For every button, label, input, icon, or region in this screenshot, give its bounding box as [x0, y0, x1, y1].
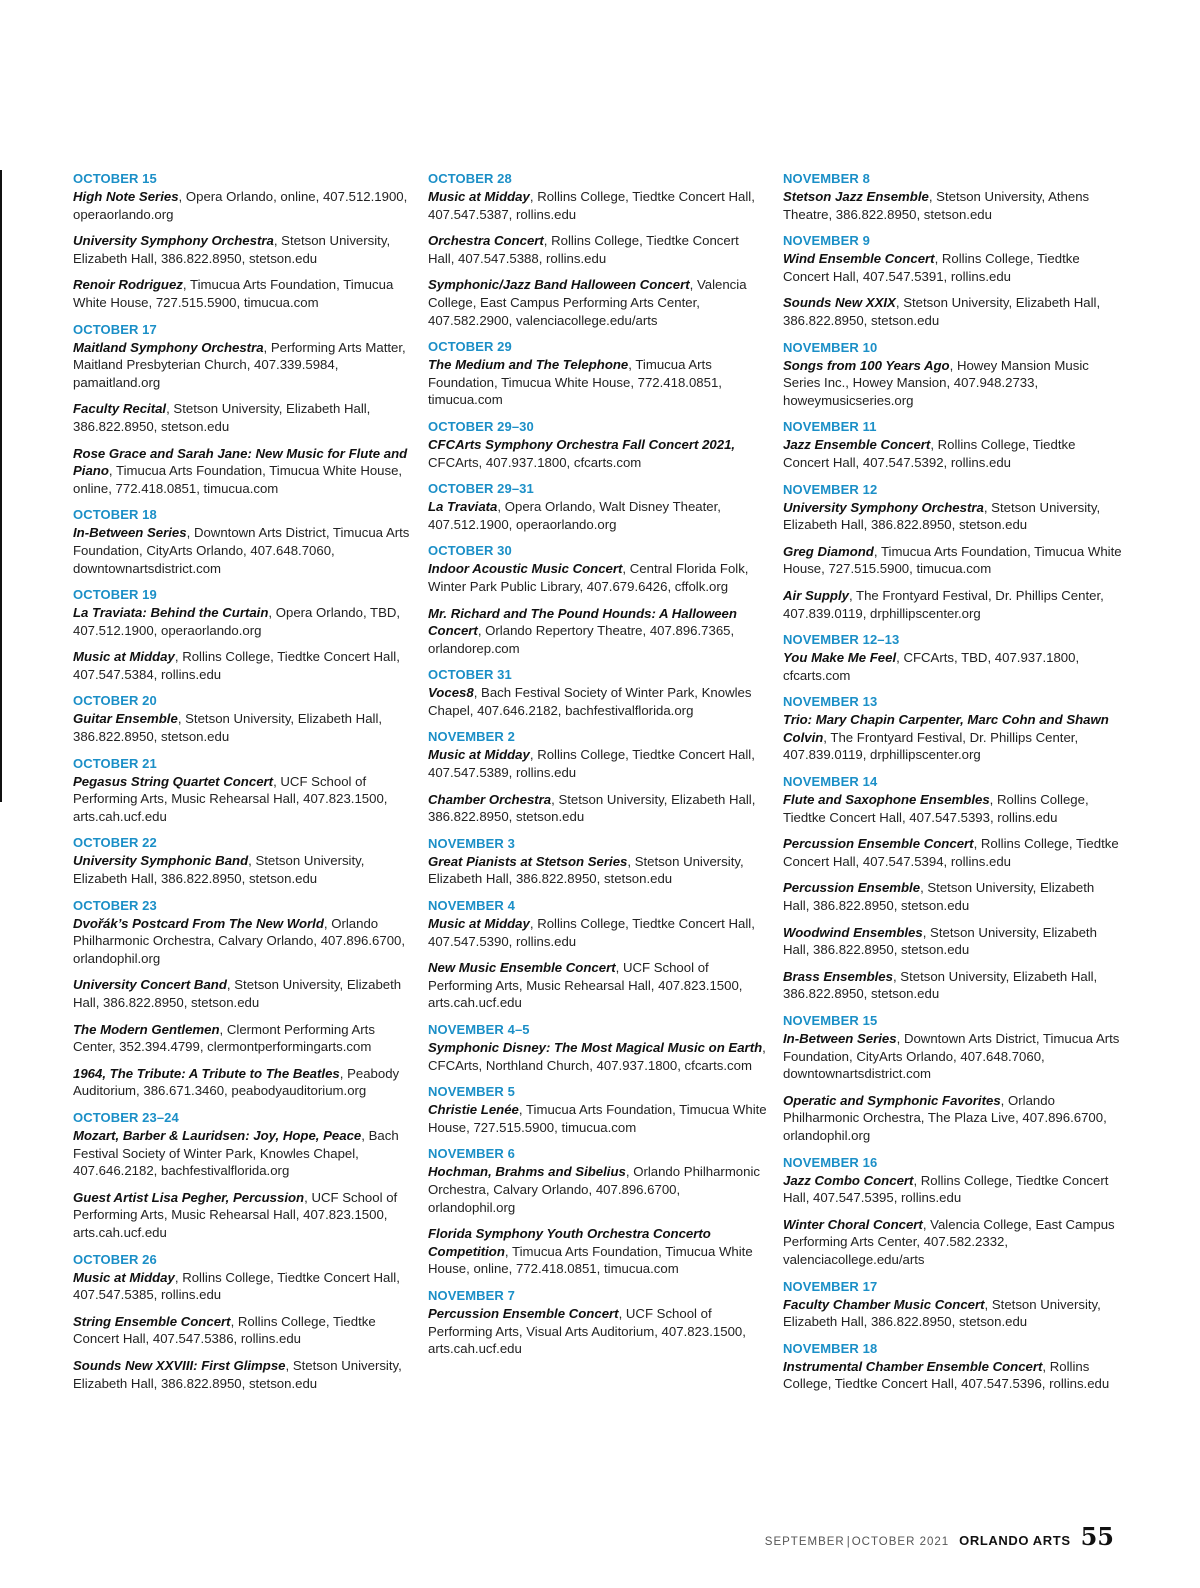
event-title: Sounds New XXIX [783, 295, 896, 311]
event-listing: Percussion Ensemble Concert, UCF School of Performing Arts, Visual Arts Auditorium, 407.823.1500, arts.cah.ucf.edu [428, 1305, 746, 1357]
event-listing: Renoir Rodriguez, Timucua Arts Foundation, Timucua White House, 727.515.5900, timucua.com [73, 277, 394, 310]
event-listing: Music at Midday, Rollins College, Tiedtke Concert Hall, 407.547.5387, rollins.edu [428, 189, 755, 222]
date-heading: OCTOBER 31 [428, 667, 512, 683]
event-listing [428, 436, 768, 471]
event-listing: Faculty Recital, Stetson University, Elizabeth Hall, 386.822.8950, stetson.edu [73, 401, 371, 434]
date-heading: NOVEMBER 7 [428, 1287, 515, 1303]
event-details: Bach Festival Society of Winter Park, Knowles Chapel, 407.646.2182, bachfestivalflorida.org [428, 685, 752, 718]
event-listing: Guitar Ensemble, Stetson University, Elizabeth Hall, 386.822.8950, stetson.edu [73, 711, 383, 745]
event-title: New Music Ensemble Concert [428, 960, 616, 976]
date-group [73, 1251, 428, 1393]
date-heading: OCTOBER 22 [73, 835, 157, 851]
event-details: Stetson University, Elizabeth Hall, 386.822.8950, stetson.edu [73, 401, 371, 434]
event-listing: Dvořák’s Postcard From The New World, Orlando Philharmonic Orchestra, Calvary Orlando, 407.896.6700, orlandophil.org [73, 915, 406, 966]
date-group [428, 170, 783, 329]
event-details: Rollins College, Tiedtke Concert Hall, 407.547.5384, rollins.edu [73, 649, 400, 682]
event-title: Sounds New XXVIII: First Glimpse [73, 1357, 286, 1373]
event-listing: University Symphony Orchestra, Stetson University, Elizabeth Hall, 386.822.8950, stetson.edu [73, 233, 391, 266]
event-details: Rollins College, Tiedtke Concert Hall, 407.547.5395, rollins.edu [783, 1172, 1109, 1206]
event-title: Hochman, Brahms and Sibelius [428, 1164, 626, 1180]
event-details: Valencia College, East Campus Performing Arts Center, 407.582.2900, valenciacollege.edu/arts [428, 277, 747, 328]
event-title: Faculty Chamber Music Concert [783, 1296, 985, 1312]
event-title: Symphonic Disney: The Most Magical Music on Earth [428, 1040, 763, 1055]
date-heading: NOVEMBER 14 [783, 774, 878, 790]
date-heading: OCTOBER 29–30 [428, 418, 534, 434]
event-details: Stetson University, Elizabeth Hall, 386.822.8950, stetson.edu [783, 880, 1095, 914]
event-listing: Faculty Chamber Music Concert, Stetson University, Elizabeth Hall, 386.822.8950, stetson.edu [783, 1296, 1101, 1330]
date-group [783, 631, 1138, 684]
event-listing: Flute and Saxophone Ensembles, Rollins College, Tiedtke Concert Hall, 407.547.5393, rollins.edu [783, 792, 1089, 825]
event-title: Guest Artist Lisa Pegher, Percussion [73, 1189, 305, 1205]
event-listing: University Symphonic Band, Stetson University, Elizabeth Hall, 386.822.8950, stetson.edu [73, 853, 365, 887]
event-listing: Voces8, Bach Festival Society of Winter Park, Knowles Chapel, 407.646.2182, bachfestivalflorida.org [428, 685, 752, 718]
event-listing: High Note Series, Opera Orlando, online, 407.512.1900, operaorlando.org [73, 189, 408, 222]
event-listing: Percussion Ensemble, Stetson University, Elizabeth Hall, 386.822.8950, stetson.edu [783, 880, 1095, 914]
event-listing: Mozart, Barber & Lauridsen: Joy, Hope, Peace, Bach Festival Society of Winter Park, Knowles Chapel, 407.646.2182, bachfestivalflorida.org [73, 1127, 399, 1179]
page-number: 55 [1080, 1522, 1114, 1551]
event-details: Stetson University, Elizabeth Hall, 386.822.8950, stetson.edu [73, 711, 383, 745]
event-details: Downtown Arts District, Timucua Arts Foundation, CityArts Orlando, 407.648.7060, downtownartsdistrict.com [783, 1031, 1120, 1082]
event-listing: Operatic and Symphonic Favorites, Orlando Philharmonic Orchestra, The Plaza Live, 407.896.6700, orlandophil.org [783, 1092, 1107, 1143]
event-title: University Symphony Orchestra [783, 499, 984, 515]
event-listing: Florida Symphony Youth Orchestra Concerto Competition, Timucua Arts Foundation, Timucua White House, online, 772.418.0851, timucua.com [428, 1226, 753, 1277]
event-title: Trio: Mary Chapin Carpenter, Marc Cohn and Shawn Colvin [783, 712, 1109, 745]
event-title: In-Between Series [783, 1031, 897, 1046]
event-title: Winter Choral Concert [783, 1216, 923, 1232]
date-group [783, 1340, 1138, 1393]
date-group [73, 1109, 428, 1242]
event-title: 1964, The Tribute: A Tribute to The Beatles [73, 1065, 340, 1081]
listing-column-2 [428, 170, 783, 1402]
event-details: Rollins College, Tiedtke Concert Hall, 407.547.5389, rollins.edu [428, 747, 755, 781]
event-details: Stetson University, Elizabeth Hall, 386.822.8950, stetson.edu [783, 499, 1101, 533]
date-group [783, 418, 1138, 471]
event-title: Orchestra Concert [428, 233, 544, 249]
event-details: Orlando Philharmonic Orchestra, Calvary Orlando, 407.896.6700, orlandophil.org [73, 915, 406, 966]
event-title: Music at Midday [428, 189, 530, 204]
date-heading: NOVEMBER 5 [428, 1084, 515, 1100]
event-details: Timucua Arts Foundation, Timucua White House, online, 772.418.0851, timucua.com [73, 463, 403, 496]
event-details: UCF School of Performing Arts, Music Rehearsal Hall, 407.823.1500, arts.cah.ucf.edu [73, 773, 388, 824]
date-group [783, 693, 1138, 764]
event-details: Rollins College, Tiedtke Concert Hall, 407.547.5393, rollins.edu [783, 792, 1089, 825]
date-group [783, 170, 1138, 223]
issue-separator: | [846, 1536, 850, 1548]
date-heading: NOVEMBER 18 [783, 1340, 878, 1356]
event-listing: Great Pianists at Stetson Series, Stetson University, Elizabeth Hall, 386.822.8950, stetson.edu [428, 853, 744, 887]
event-details: Rollins College, Tiedtke Concert Hall, 407.547.5386, rollins.edu [73, 1313, 376, 1347]
event-listing: La Traviata, Opera Orlando, Walt Disney Theater, 407.512.1900, operaorlando.org [428, 499, 721, 532]
event-title: Instrumental Chamber Ensemble Concert [783, 1358, 1043, 1374]
event-title: Air Supply [783, 587, 849, 603]
date-heading: NOVEMBER 12 [783, 481, 878, 497]
event-listing: Music at Midday, Rollins College, Tiedtke Concert Hall, 407.547.5384, rollins.edu [73, 649, 400, 682]
event-details: UCF School of Performing Arts, Music Rehearsal Hall, 407.823.1500, arts.cah.ucf.edu [73, 1189, 398, 1240]
event-listing: Music at Midday, Rollins College, Tiedtke Concert Hall, 407.547.5389, rollins.edu [428, 747, 755, 781]
event-details: Opera Orlando, online, 407.512.1900, operaorlando.org [73, 189, 408, 222]
event-listing: Pegasus String Quartet Concert, UCF School of Performing Arts, Music Rehearsal Hall, 407.823.1500, arts.cah.ucf.edu [73, 773, 388, 824]
event-title: Stetson Jazz Ensemble [783, 189, 929, 204]
event-title: Faculty Recital [73, 401, 167, 417]
event-listing: 1964, The Tribute: A Tribute to The Beatles, Peabody Auditorium, 386.671.3460, peabodyauditorium.org [73, 1065, 400, 1099]
event-title: Music at Midday [73, 1269, 175, 1285]
event-listing: Instrumental Chamber Ensemble Concert, Rollins College, Tiedtke Concert Hall, 407.547.5396, rollins.edu [783, 1358, 1110, 1392]
event-details: Valencia College, East Campus Performing Arts Center, 407.582.2332, valenciacollege.edu/arts [783, 1216, 1115, 1267]
event-title: Jazz Combo Concert [783, 1172, 914, 1188]
date-heading: OCTOBER 15 [73, 171, 157, 186]
event-title: String Ensemble Concert [73, 1313, 231, 1329]
event-listing: Trio: Mary Chapin Carpenter, Marc Cohn and Shawn Colvin, The Frontyard Festival, Dr. Phillips Center, 407.839.0119, drphillipscenter.org [783, 712, 1109, 763]
date-group [73, 755, 428, 826]
event-title: Songs from 100 Years Ago [783, 357, 950, 373]
event-title: Percussion Ensemble [783, 880, 921, 896]
date-group [783, 339, 1138, 410]
calendar-listings [73, 170, 1133, 1402]
event-title: Christie Lenée [428, 1102, 519, 1118]
event-listing: Sounds New XXVIII: First Glimpse, Stetson University, Elizabeth Hall, 386.822.8950, stetson.edu [73, 1357, 402, 1391]
event-details: Central Florida Folk, Winter Park Public Library, 407.679.6426, cffolk.org [428, 561, 749, 594]
event-details: Stetson University, Elizabeth Hall, 386.822.8950, stetson.edu [73, 1357, 402, 1391]
date-group [428, 542, 783, 657]
event-title: Florida Symphony Youth Orchestra Concerto Competition [428, 1226, 711, 1259]
date-group [73, 692, 428, 745]
date-group [428, 1021, 783, 1074]
event-listing: Indoor Acoustic Music Concert, Central Florida Folk, Winter Park Public Library, 407.679.6426, cffolk.org [428, 561, 749, 594]
date-group [428, 480, 783, 533]
event-title: CFCArts Symphony Orchestra Fall Concert 2021, [428, 436, 736, 452]
event-details: Bach Festival Society of Winter Park, Knowles Chapel, 407.646.2182, bachfestivalflorida.org [73, 1127, 399, 1179]
event-details: CFCArts, 407.937.1800, cfcarts.com [428, 454, 642, 470]
event-details: CFCArts, Northland Church, 407.937.1800, cfcarts.com [428, 1057, 752, 1073]
event-listing: Guest Artist Lisa Pegher, Percussion, UCF School of Performing Arts, Music Rehearsal Hall, 407.823.1500, arts.cah.ucf.edu [73, 1189, 398, 1240]
date-heading: OCTOBER 29 [428, 339, 512, 355]
event-listing: Christie Lenée, Timucua Arts Foundation, Timucua White House, 727.515.5900, timucua.com [428, 1102, 767, 1135]
event-details: Stetson University, Elizabeth Hall, 386.822.8950, stetson.edu [73, 233, 391, 266]
event-title: La Traviata: Behind the Curtain [73, 605, 269, 621]
event-listing: Jazz Ensemble Concert, Rollins College, Tiedtke Concert Hall, 407.547.5392, rollins.edu [783, 437, 1076, 470]
event-title: In-Between Series [73, 525, 187, 541]
date-heading: NOVEMBER 2 [428, 729, 515, 745]
event-title: Dvořák’s Postcard From The New World [73, 915, 324, 931]
date-group [73, 321, 428, 498]
event-listing: Rose Grace and Sarah Jane: New Music for Flute and Piano, Timucua Arts Foundation, Timucua White House, online, 772.418.0851, timucua.com [73, 445, 408, 496]
event-details: The Frontyard Festival, Dr. Phillips Center, 407.839.0119, drphillipscenter.org [783, 587, 1104, 621]
event-details: Stetson University, Elizabeth Hall, 386.822.8950, stetson.edu [783, 295, 1101, 328]
date-heading: NOVEMBER 8 [783, 171, 870, 186]
event-title: Symphonic/Jazz Band Halloween Concert [428, 277, 690, 293]
event-title: Pegasus String Quartet Concert [73, 773, 274, 789]
event-details: Stetson University, Elizabeth Hall, 386.822.8950, stetson.edu [783, 924, 1097, 958]
date-heading: OCTOBER 26 [73, 1251, 157, 1267]
date-group [783, 1154, 1138, 1269]
event-title: University Symphony Orchestra [73, 233, 274, 249]
date-group [783, 1012, 1138, 1145]
event-listing: The Modern Gentlemen, Clermont Performing Arts Center, 352.394.4799, clermontperformingarts.com [73, 1021, 375, 1055]
date-group [428, 418, 783, 471]
event-details: Orlando Repertory Theatre, 407.896.7365, orlandorep.com [428, 623, 735, 656]
date-group [73, 897, 428, 1100]
event-details: Stetson University, Athens Theatre, 386.822.8950, stetson.edu [783, 189, 1090, 222]
date-heading: NOVEMBER 10 [783, 339, 878, 355]
date-heading: OCTOBER 23–24 [73, 1109, 179, 1125]
event-listing: Hochman, Brahms and Sibelius, Orlando Philharmonic Orchestra, Calvary Orlando, 407.896.6700, orlandophil.org [428, 1164, 760, 1215]
left-margin-rule [0, 170, 2, 802]
event-listing: Songs from 100 Years Ago, Howey Mansion Music Series Inc., Howey Mansion, 407.948.2733, howeymusicseries.org [783, 357, 1089, 408]
event-title: Greg Diamond [783, 543, 874, 559]
event-title: Operatic and Symphonic Favorites [783, 1092, 1001, 1108]
event-details: Stetson University, Elizabeth Hall, 386.822.8950, stetson.edu [73, 853, 365, 887]
date-heading: OCTOBER 28 [428, 171, 512, 186]
date-group [73, 170, 428, 312]
event-title: University Concert Band [73, 977, 227, 993]
date-group [428, 1083, 783, 1136]
event-details: Timucua Arts Foundation, Timucua White House, online, 772.418.0851, timucua.com [428, 1243, 753, 1277]
magazine-brand: ORLANDO ARTS [959, 1533, 1071, 1548]
date-group [783, 232, 1138, 329]
event-listing: University Concert Band, Stetson University, Elizabeth Hall, 386.822.8950, stetson.edu [73, 977, 402, 1010]
event-details: Rollins College, Tiedtke Concert Hall, 407.547.5396, rollins.edu [783, 1358, 1110, 1392]
event-listing: Sounds New XXIX, Stetson University, Elizabeth Hall, 386.822.8950, stetson.edu [783, 295, 1101, 328]
event-listing: String Ensemble Concert, Rollins College, Tiedtke Concert Hall, 407.547.5386, rollins.edu [73, 1313, 376, 1347]
date-group [783, 1278, 1138, 1331]
event-title: La Traviata [428, 499, 498, 515]
event-title: Guitar Ensemble [73, 711, 178, 727]
date-heading: OCTOBER 18 [73, 507, 157, 523]
event-title: You Make Me Feel [783, 650, 897, 666]
event-title: Music at Midday [428, 916, 530, 932]
date-heading: NOVEMBER 3 [428, 835, 515, 851]
event-listing: Mr. Richard and The Pound Hounds: A Halloween Concert, Orlando Repertory Theatre, 407.896.7365, orlandorep.com [428, 605, 737, 656]
event-title: Renoir Rodriguez [73, 277, 183, 293]
event-title: Great Pianists at Stetson Series [428, 853, 628, 869]
event-details: Orlando Philharmonic Orchestra, The Plaza Live, 407.896.6700, orlandophil.org [783, 1092, 1107, 1143]
event-details: Clermont Performing Arts Center, 352.394.4799, clermontperformingarts.com [73, 1021, 375, 1055]
event-listing: In-Between Series, Downtown Arts District, Timucua Arts Foundation, CityArts Orlando, 407.648.7060, downtownartsdistrict.com [73, 525, 410, 576]
event-title: Indoor Acoustic Music Concert [428, 561, 623, 577]
event-title: Mr. Richard and The Pound Hounds: A Halloween Concert [428, 605, 737, 639]
date-group [428, 666, 783, 719]
event-details: Rollins College, Tiedtke Concert Hall, 407.547.5390, rollins.edu [428, 916, 755, 949]
event-details: Peabody Auditorium, 386.671.3460, peabodyauditorium.org [73, 1065, 400, 1099]
date-heading: OCTOBER 29–31 [428, 481, 534, 497]
event-listing: Air Supply, The Frontyard Festival, Dr. Phillips Center, 407.839.0119, drphillipscenter.org [783, 587, 1104, 621]
date-heading: OCTOBER 23 [73, 897, 157, 913]
date-heading: NOVEMBER 17 [783, 1278, 878, 1294]
event-details: Stetson University, Elizabeth Hall, 386.822.8950, stetson.edu [428, 791, 756, 825]
event-details: CFCArts, TBD, 407.937.1800, cfcarts.com [783, 650, 1080, 683]
date-group [428, 338, 783, 409]
event-details: Performing Arts Matter, Maitland Presbyterian Church, 407.339.5984, pamaitland.org [73, 339, 406, 390]
event-title: Rose Grace and Sarah Jane: New Music for Flute and Piano [73, 445, 408, 479]
event-details: Rollins College, Tiedtke Concert Hall, 407.547.5392, rollins.edu [783, 437, 1076, 470]
event-title: Wind Ensemble Concert [783, 251, 935, 267]
date-group [428, 835, 783, 888]
date-heading: OCTOBER 30 [428, 543, 512, 559]
event-title: Music at Midday [428, 747, 530, 763]
event-details: Howey Mansion Music Series Inc., Howey Mansion, 407.948.2733, howeymusicseries.org [783, 357, 1089, 408]
event-details: Opera Orlando, TBD, 407.512.1900, operaorlando.org [73, 605, 401, 638]
date-heading: NOVEMBER 9 [783, 233, 870, 249]
issue-month-left: SEPTEMBER [764, 1536, 845, 1548]
event-listing: Music at Midday, Rollins College, Tiedtke Concert Hall, 407.547.5390, rollins.edu [428, 916, 755, 949]
event-title: Voces8 [428, 685, 474, 701]
event-listing: La Traviata: Behind the Curtain, Opera Orlando, TBD, 407.512.1900, operaorlando.org [73, 605, 401, 638]
date-heading: OCTOBER 21 [73, 755, 157, 771]
event-details: Downtown Arts District, Timucua Arts Foundation, CityArts Orlando, 407.648.7060, downtownartsdistrict.com [73, 525, 410, 576]
event-title: Mozart, Barber & Lauridsen: Joy, Hope, Peace [73, 1127, 362, 1143]
date-heading: NOVEMBER 6 [428, 1146, 515, 1162]
event-title: High Note Series [73, 189, 179, 204]
event-details: Rollins College, Tiedtke Concert Hall, 407.547.5391, rollins.edu [783, 251, 1080, 284]
event-details: The Frontyard Festival, Dr. Phillips Center, 407.839.0119, drphillipscenter.org [783, 729, 1079, 763]
date-heading: OCTOBER 19 [73, 587, 157, 603]
event-title: Maitland Symphony Orchestra [73, 339, 264, 355]
event-details: Rollins College, Tiedtke Concert Hall, 407.547.5387, rollins.edu [428, 189, 755, 222]
date-heading: NOVEMBER 11 [783, 419, 877, 435]
date-heading: OCTOBER 17 [73, 321, 157, 337]
event-details: Stetson University, Elizabeth Hall, 386.822.8950, stetson.edu [783, 968, 1098, 1002]
event-listing: Maitland Symphony Orchestra, Performing Arts Matter, Maitland Presbyterian Church, 407.339.5984, pamaitland.org [73, 339, 406, 390]
event-details: UCF School of Performing Arts, Music Rehearsal Hall, 407.823.1500, arts.cah.ucf.edu [428, 960, 743, 1011]
event-details: Orlando Philharmonic Orchestra, Calvary Orlando, 407.896.6700, orlandophil.org [428, 1164, 760, 1215]
listing-column-1 [73, 170, 428, 1402]
event-listing: Jazz Combo Concert, Rollins College, Tiedtke Concert Hall, 407.547.5395, rollins.edu [783, 1172, 1109, 1206]
event-details: Rollins College, Tiedtke Concert Hall, 407.547.5388, rollins.edu [428, 233, 739, 266]
event-details: Timucua Arts Foundation, Timucua White House, 772.418.0851, timucua.com [428, 357, 722, 408]
event-listing: Orchestra Concert, Rollins College, Tiedtke Concert Hall, 407.547.5388, rollins.edu [428, 233, 739, 266]
date-heading: NOVEMBER 13 [783, 694, 878, 710]
event-details: Opera Orlando, Walt Disney Theater, 407.512.1900, operaorlando.org [428, 499, 721, 532]
event-listing: New Music Ensemble Concert, UCF School of Performing Arts, Music Rehearsal Hall, 407.823.1500, arts.cah.ucf.edu [428, 960, 743, 1011]
date-group [73, 834, 428, 887]
event-title: University Symphonic Band [73, 853, 249, 869]
date-group [428, 1145, 783, 1278]
event-listing: Music at Midday, Rollins College, Tiedtke Concert Hall, 407.547.5385, rollins.edu [73, 1269, 400, 1303]
event-title: Percussion Ensemble Concert [428, 1305, 619, 1321]
event-details: Stetson University, Elizabeth Hall, 386.822.8950, stetson.edu [783, 1296, 1101, 1330]
date-heading: NOVEMBER 16 [783, 1154, 878, 1170]
date-heading: NOVEMBER 4–5 [428, 1022, 530, 1037]
event-listing: You Make Me Feel, CFCArts, TBD, 407.937.1800, cfcarts.com [783, 650, 1080, 683]
event-details: Timucua Arts Foundation, Timucua White House, 727.515.5900, timucua.com [428, 1102, 767, 1135]
date-group [428, 897, 783, 1012]
event-listing: Brass Ensembles, Stetson University, Elizabeth Hall, 386.822.8950, stetson.edu [783, 968, 1098, 1002]
event-title: Percussion Ensemble Concert [783, 836, 974, 852]
event-title: Brass Ensembles [783, 968, 893, 984]
event-title: The Medium and The Telephone [428, 357, 629, 373]
event-title: The Modern Gentlemen [73, 1021, 220, 1037]
event-listing: Winter Choral Concert, Valencia College, East Campus Performing Arts Center, 407.582.2332, valenciacollege.edu/arts [783, 1216, 1115, 1267]
event-listing: Symphonic Disney: The Most Magical Music on Earth, CFCArts, Northland Church, 407.937.1800, cfcarts.com [428, 1040, 766, 1073]
event-details: UCF School of Performing Arts, Visual Arts Auditorium, 407.823.1500, arts.cah.ucf.edu [428, 1305, 746, 1357]
event-details: Rollins College, Tiedtke Concert Hall, 407.547.5385, rollins.edu [73, 1269, 400, 1303]
event-listing: In-Between Series, Downtown Arts District, Timucua Arts Foundation, CityArts Orlando, 407.648.7060, downtownartsdistrict.com [783, 1031, 1120, 1082]
date-group [428, 1287, 783, 1358]
issue-month-right: OCTOBER 2021 [851, 1536, 950, 1548]
event-listing: University Symphony Orchestra, Stetson University, Elizabeth Hall, 386.822.8950, stetson.edu [783, 499, 1101, 533]
event-title: Woodwind Ensembles [783, 924, 923, 940]
event-listing: Symphonic/Jazz Band Halloween Concert, Valencia College, East Campus Performing Arts Center, 407.582.2900, valenciacollege.edu/arts [428, 277, 747, 328]
event-details: Timucua Arts Foundation, Timucua White House, 727.515.5900, timucua.com [783, 543, 1122, 577]
date-heading: NOVEMBER 15 [783, 1013, 878, 1028]
date-group [73, 506, 428, 577]
event-title: Jazz Ensemble Concert [783, 437, 931, 453]
event-details: Timucua Arts Foundation, Timucua White House, 727.515.5900, timucua.com [73, 277, 394, 310]
event-listing: Percussion Ensemble Concert, Rollins College, Tiedtke Concert Hall, 407.547.5394, rollins.edu [783, 836, 1119, 869]
event-details: Stetson University, Elizabeth Hall, 386.822.8950, stetson.edu [428, 853, 744, 887]
event-title: Chamber Orchestra [428, 791, 552, 807]
listing-column-3 [783, 170, 1138, 1402]
page-footer [764, 1522, 1114, 1551]
date-heading: NOVEMBER 4 [428, 898, 515, 914]
date-group [73, 586, 428, 683]
event-listing: Greg Diamond, Timucua Arts Foundation, Timucua White House, 727.515.5900, timucua.com [783, 543, 1122, 577]
event-listing: Woodwind Ensembles, Stetson University, Elizabeth Hall, 386.822.8950, stetson.edu [783, 924, 1097, 958]
date-group [783, 481, 1138, 623]
date-heading: NOVEMBER 12–13 [783, 632, 900, 648]
event-listing: The Medium and The Telephone, Timucua Arts Foundation, Timucua White House, 772.418.0851, timucua.com [428, 357, 722, 408]
event-listing: Wind Ensemble Concert, Rollins College, Tiedtke Concert Hall, 407.547.5391, rollins.edu [783, 251, 1080, 284]
date-group [783, 773, 1138, 1003]
event-listing: Stetson Jazz Ensemble, Stetson University, Athens Theatre, 386.822.8950, stetson.edu [783, 189, 1090, 222]
event-details: Stetson University, Elizabeth Hall, 386.822.8950, stetson.edu [73, 977, 402, 1010]
event-details: Rollins College, Tiedtke Concert Hall, 407.547.5394, rollins.edu [783, 836, 1119, 869]
date-group [428, 728, 783, 825]
event-title: Flute and Saxophone Ensembles [783, 792, 990, 808]
event-title: Music at Midday [73, 649, 175, 665]
event-listing: Chamber Orchestra, Stetson University, Elizabeth Hall, 386.822.8950, stetson.edu [428, 791, 756, 825]
date-heading: OCTOBER 20 [73, 693, 157, 709]
